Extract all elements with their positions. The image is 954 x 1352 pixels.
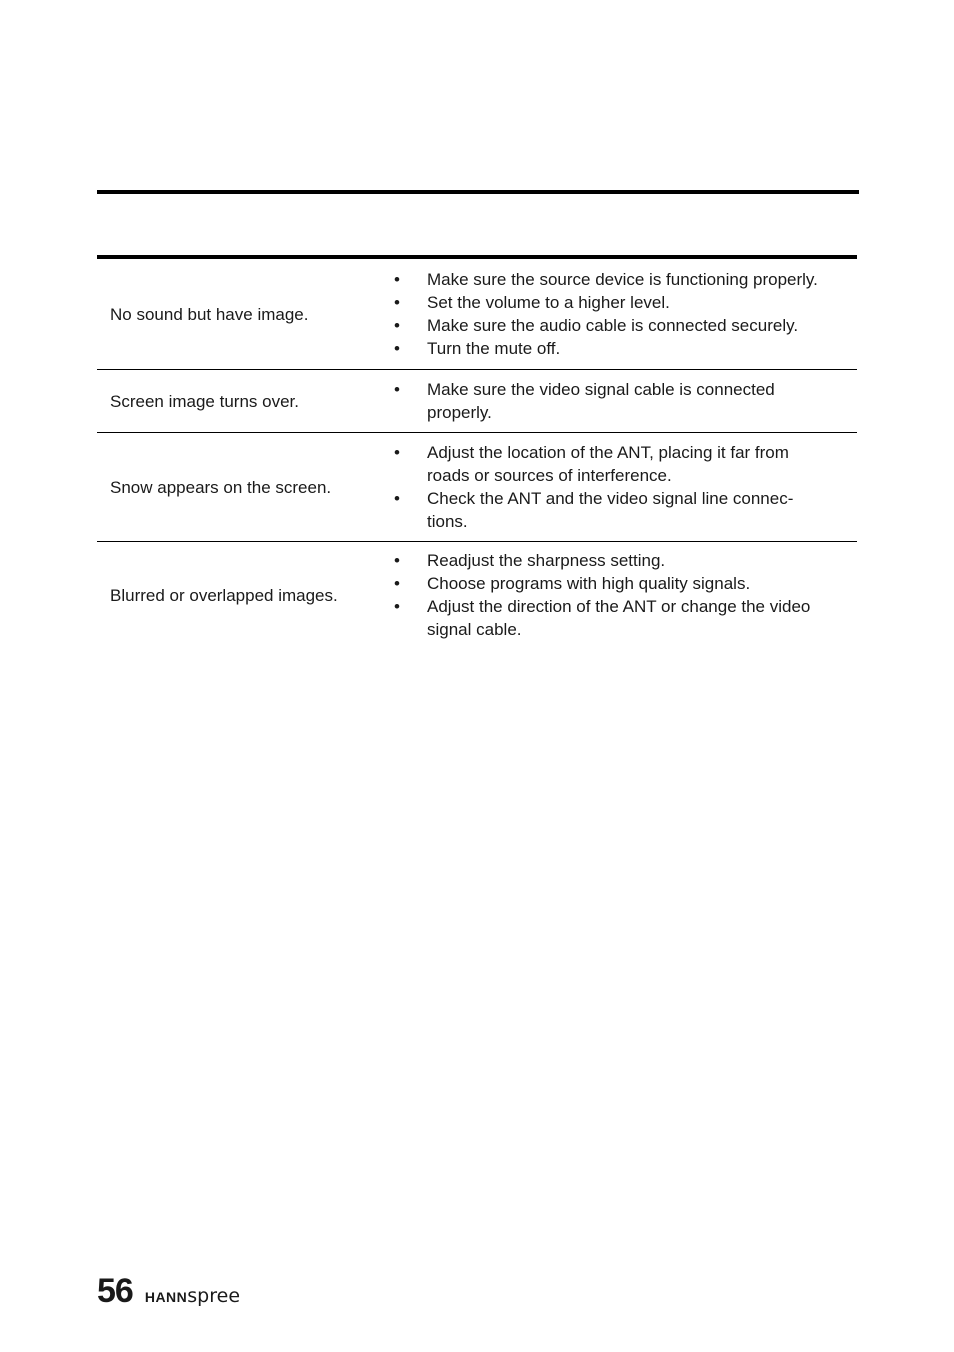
solution-text: Check the ANT and the video signal line connec-tions.: [427, 489, 794, 531]
bullet: •: [394, 316, 400, 335]
top-divider: [97, 190, 859, 194]
problem-cell: Blurred or overlapped images.: [110, 585, 338, 605]
table-row: [97, 542, 857, 648]
solution-text: Adjust the direction of the ANT or change the video signal cable.: [427, 597, 811, 639]
solution-text: Make sure the source device is functioning properly.: [427, 270, 818, 289]
table-row: [97, 259, 857, 370]
logo-light-text: spree: [187, 1285, 241, 1307]
solution-text: Make sure the video signal cable is connected properly.: [427, 380, 775, 422]
table-row: [97, 433, 857, 542]
table-row: [97, 370, 857, 433]
list-item: [382, 291, 857, 314]
bullet: •: [394, 597, 400, 616]
solution-text: Turn the mute off.: [427, 339, 561, 358]
list-item: [382, 549, 847, 572]
list-item: [382, 572, 847, 595]
list-item: [382, 441, 827, 487]
page-number: 56: [97, 1272, 133, 1310]
problem-cell: Snow appears on the screen.: [110, 477, 332, 497]
brand-logo: [145, 1282, 240, 1308]
list-item: [382, 595, 847, 641]
list-item: [382, 268, 857, 291]
problem-cell: No sound but have image.: [110, 304, 309, 324]
solution-text: Make sure the audio cable is connected securely.: [427, 316, 799, 335]
list-item: [382, 314, 857, 337]
bullet: •: [394, 293, 400, 312]
solution-text: Choose programs with high quality signals.: [427, 574, 751, 593]
troubleshooting-table: [97, 255, 857, 648]
list-item: [382, 337, 857, 360]
bullet: •: [394, 574, 400, 593]
bullet: •: [394, 551, 400, 570]
bullet: •: [394, 339, 400, 358]
bullet: •: [394, 270, 400, 289]
logo-bold-text: HANN: [144, 1289, 188, 1305]
solution-list: [382, 441, 857, 533]
bullet: •: [394, 380, 400, 399]
list-item: [382, 487, 827, 533]
bullet: •: [394, 489, 400, 508]
solution-text: Readjust the sharpness setting.: [427, 551, 666, 570]
solution-list: [382, 268, 857, 360]
solution-text: Adjust the location of the ANT, placing it far from roads or sources of interference.: [427, 443, 789, 485]
page-footer: [97, 1272, 240, 1311]
solution-text: Set the volume to a higher level.: [427, 293, 670, 312]
problem-cell: Screen image turns over.: [110, 391, 299, 411]
bullet: •: [394, 443, 400, 462]
solution-list: [382, 549, 857, 641]
solution-list: [382, 378, 857, 424]
list-item: [382, 378, 807, 424]
